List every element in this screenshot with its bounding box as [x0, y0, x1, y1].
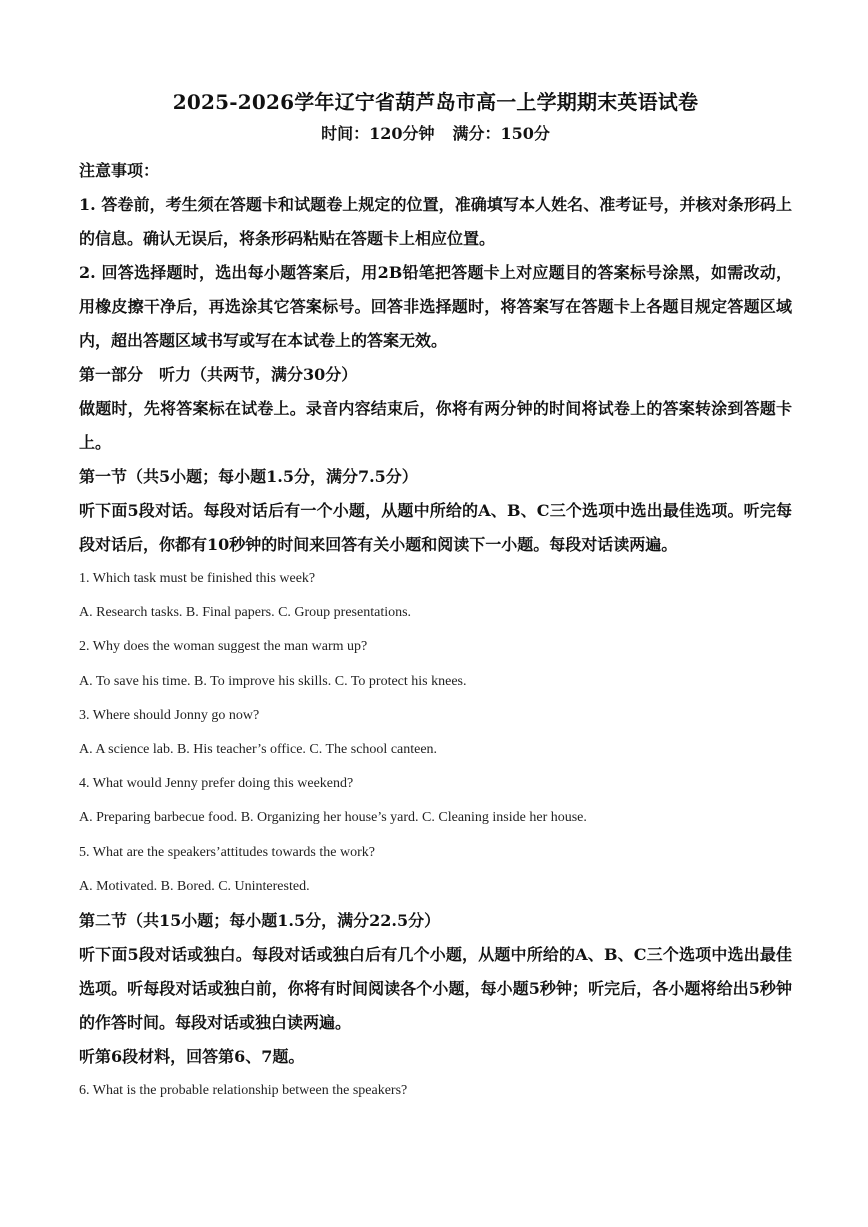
section1-instruction: 听下面5段对话。每段对话后有一个小题，从题中所给的A、B、C三个选项中选出最佳选项。听完每段对话后，你都有10秒钟的时间来回答有关小题和阅读下一小题。每段对话读两遍。	[79, 501, 792, 554]
question-1: 1. Which task must be finished this week?	[79, 571, 316, 586]
question-4: 4. What would Jenny prefer doing this weekend?	[79, 776, 354, 792]
exam-time: 时间：120分钟	[321, 124, 435, 143]
section2-instruction: 听下面5段对话或独白。每段对话或独白后有几个小题，从题中所给的A、B、C三个选项中选出最佳选项。听每段对话或独白前，你将有时间阅读各个小题，每小题5秒钟；听完后，各小题将给出5秒钟的作答时间。每段对话或独白读两遍。	[79, 945, 792, 1033]
question-2-options: A. To save his time. B. To improve his skills. C. To protect his knees.	[79, 673, 467, 689]
part1-heading: 第一部分 听力（共两节，满分30分）	[79, 365, 358, 384]
section2-heading: 第二节（共15小题；每小题1.5分，满分22.5分）	[79, 911, 441, 931]
question-6: 6. What is the probable relationship between the speakers?	[79, 1083, 408, 1099]
question-5-options: A. Motivated. B. Bored. C. Uninterested.	[79, 878, 310, 894]
exam-title: 2025-2026学年辽宁省葫芦岛市高一上学期期末英语试卷	[172, 90, 699, 114]
question-4-options: A. Preparing barbecue food. B. Organizing her house’s yard. C. Cleaning inside her house.	[79, 810, 587, 826]
question-3: 3. Where should Jonny go now?	[79, 707, 260, 723]
exam-subtitle	[79, 122, 792, 146]
question-5: 5. What are the speakers’attitudes towards the work?	[79, 844, 375, 860]
question-2: 2. Why does the woman suggest the man warm up?	[79, 639, 368, 655]
material-6-heading: 听第6段材料，回答第6、7题。	[79, 1047, 305, 1067]
notice-heading: 注意事项：	[79, 161, 160, 180]
section1-heading: 第一节（共5小题；每小题1.5分，满分7.5分）	[79, 467, 418, 486]
notice-item-1: 1. 答卷前，考生须在答题卡和试题卷上规定的位置，准确填写本人姓名、准考证号，并核对条形码上的信息。确认无误后，将条形码粘贴在答题卡上相应位置。	[79, 195, 792, 248]
part1-instruction: 做题时，先将答案标在试卷上。录音内容结束后，你将有两分钟的时间将试卷上的答案转涂到答题卡上。	[79, 399, 792, 452]
question-1-options: A. Research tasks. B. Final papers. C. Group presentations.	[79, 605, 412, 621]
notice-item-2: 2. 回答选择题时，选出每小题答案后，用2B铅笔把答题卡上对应题目的答案标号涂黑，如需改动，用橡皮擦干净后，再选涂其它答案标号。回答非选择题时，将答案写在答题卡上各题目规定答题区域内，超出答题区域书写或写在本试卷上的答案无效。	[79, 263, 792, 350]
question-3-options: A. A science lab. B. His teacher’s office. C. The school canteen.	[79, 742, 438, 758]
exam-full-score: 满分：150分	[452, 124, 550, 143]
